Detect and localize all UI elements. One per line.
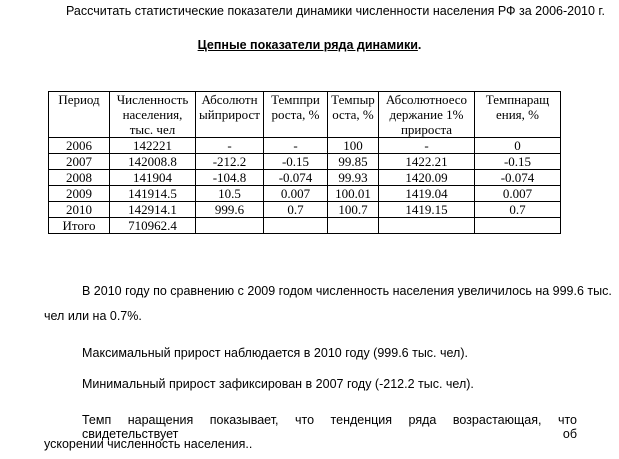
table-cell: 1419.04 (379, 186, 475, 202)
paragraph-max-growth: Максимальный прирост наблюдается в 2010 году (999.6 тыс. чел). (82, 346, 468, 360)
section-heading-period: . (417, 38, 422, 52)
table-cell: 0.007 (264, 186, 328, 202)
table-cell: 99.85 (328, 154, 379, 170)
header-accretion-rate: Темпнаращ ения, % (475, 92, 561, 138)
table-cell: 100.7 (328, 202, 379, 218)
table-cell (264, 218, 328, 234)
table-cell: -0.15 (264, 154, 328, 170)
table-row (49, 186, 561, 202)
table-cell: 1419.15 (379, 202, 475, 218)
header-period: Период (49, 92, 110, 138)
table-cell: Итого (49, 218, 110, 234)
table-cell (196, 218, 264, 234)
table-cell: 100 (328, 138, 379, 154)
table-header-row (49, 92, 561, 138)
page-title: Рассчитать статистические показатели динамики численности населения РФ за 2006-2010 г. (66, 4, 605, 18)
table-row (49, 202, 561, 218)
table-cell: 142221 (110, 138, 196, 154)
table-cell (328, 218, 379, 234)
dynamics-table (48, 91, 561, 234)
table-cell: -0.15 (475, 154, 561, 170)
table-row (49, 170, 561, 186)
paragraph-comparison-line2: чел или на 0.7%. (44, 309, 142, 323)
table-cell: -0.074 (264, 170, 328, 186)
table-cell: 100.01 (328, 186, 379, 202)
header-population: Численность населения, тыс. чел (110, 92, 196, 138)
table-cell: 1422.21 (379, 154, 475, 170)
table-cell: 99.93 (328, 170, 379, 186)
table-cell: - (379, 138, 475, 154)
table-cell: 10.5 (196, 186, 264, 202)
table-cell: 1420.09 (379, 170, 475, 186)
table-cell: 2008 (49, 170, 110, 186)
section-heading-text: Цепные показатели ряда динамики (197, 38, 418, 52)
table-cell: -0.074 (475, 170, 561, 186)
table-cell: 0.7 (475, 202, 561, 218)
table-row (49, 138, 561, 154)
table-cell: 0.7 (264, 202, 328, 218)
table-cell: 2007 (49, 154, 110, 170)
table-cell (475, 218, 561, 234)
table-cell: - (264, 138, 328, 154)
table-cell: 141904 (110, 170, 196, 186)
table-cell: 2009 (49, 186, 110, 202)
table-cell: -104.8 (196, 170, 264, 186)
paragraph-min-growth: Минимальный прирост зафиксирован в 2007 году (-212.2 тыс. чел). (82, 377, 474, 391)
paragraph-trend-line1: Темп наращения показывает, что тенденция ряда возрастающая, что свидетельствует об (82, 413, 577, 441)
table-cell: 141914.5 (110, 186, 196, 202)
header-absolute-growth: Абсолютн ыйприрост (196, 92, 264, 138)
table-cell: 0.007 (475, 186, 561, 202)
table-cell: 0 (475, 138, 561, 154)
table-cell: 710962.4 (110, 218, 196, 234)
table-cell (379, 218, 475, 234)
table-cell: 142914.1 (110, 202, 196, 218)
table-cell: 2010 (49, 202, 110, 218)
table-cell: 999.6 (196, 202, 264, 218)
table-row (49, 154, 561, 170)
table-cell: - (196, 138, 264, 154)
section-heading (0, 38, 619, 52)
table-cell: -212.2 (196, 154, 264, 170)
header-absolute-1pct: Абсолютноесо держание 1% прироста (379, 92, 475, 138)
header-rate-of-change: Темпыр оста, % (328, 92, 379, 138)
header-growth-rate: Темппри роста, % (264, 92, 328, 138)
table-cell: 2006 (49, 138, 110, 154)
table-cell: 142008.8 (110, 154, 196, 170)
table-row-total (49, 218, 561, 234)
paragraph-trend-line2: ускорении численность населения.. (44, 437, 253, 451)
paragraph-comparison-line1: В 2010 году по сравнению с 2009 годом численность населения увеличилось на 999.6 тыс. (82, 284, 612, 298)
